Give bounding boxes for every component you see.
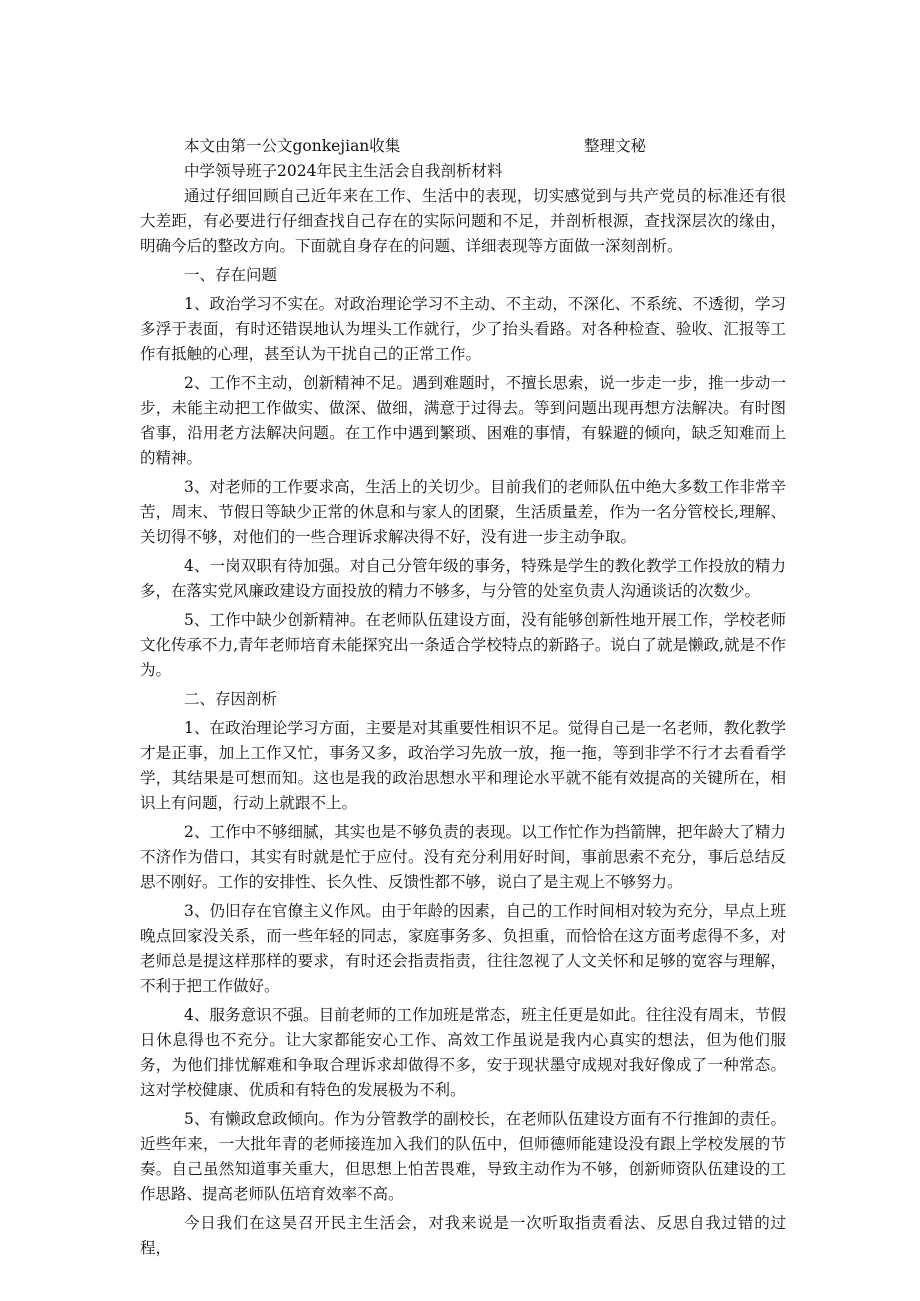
section-heading-analysis: 二、存因剖析 — [184, 690, 278, 708]
analysis-item: 4、服务意识不强。目前老师的工作加班是常态，班主任更是如此。往往没有周末，节假日休息得也不充分。让大家都能安心工作、高效工作虽说是我内心真实的想法，但为他们服务，为他们排忧解难和争取合理诉求却做得不多，安于现状墨守成规对我好像成了一种常态。这对学校健康、优质和有特色的发展极为不利。 — [140, 1006, 786, 1099]
analysis-item: 1、在政治理论学习方面，主要是对其重要性相识不足。觉得自己是一名老师，教化教学才是正事，加上工作又忙，事务又多，政治学习先放一放，拖一拖，等到非学不行才去看看学学，其结果是可想而知。这也是我的政治思想水平和理论水平就不能有效提高的关键所在，相识上有问题，行动上就跟不上。 — [140, 719, 786, 812]
analysis-item: 5、有懒政怠政倾向。作为分管教学的副校长，在老师队伍建设方面有不行推卸的责任。近些年来，一大批年青的老师接连加入我们的队伍中，但师德师能建设没有跟上学校发展的节奏。自己虽然知道事关重大，但思想上怕苦畏难，导致主动作为不够，创新师资队伍建设的工作思路、提高老师队伍培育效率不高。 — [140, 1110, 786, 1203]
document-title: 中学领导班子2024年民主生活会自我剖析材料 — [184, 162, 503, 180]
problem-item: 5、工作中缺少创新精神。在老师队伍建设方面，没有能够创新性地开展工作，学校老师文化传承不力,青年老师培育未能探究出一条适合学校特点的新路子。说白了就是懒政,就是不作为。 — [140, 611, 786, 679]
document-header — [140, 134, 786, 159]
intro-paragraph: 通过仔细回顾自己近年来在工作、生活中的表现，切实感觉到与共产党员的标准还有很大差距，有必要进行仔细查找自己存在的实际问题和不足，并剖析根源，查找深层次的缘由，明确今后的整改方向。下面就自身存在的问题、详细表现等方面做一深刻剖析。 — [140, 187, 786, 255]
analysis-item: 2、工作中不够细腻，其实也是不够负责的表现。以工作忙作为挡箭牌，把年龄大了精力不济作为借口，其实有时就是忙于应付。没有充分利用好时间，事前思索不充分，事后总结反思不刚好。工作的安排性、长久性、反馈性都不够，说白了是主观上不够努力。 — [140, 823, 786, 891]
section-heading-problems: 一、存在问题 — [184, 266, 278, 284]
closing-paragraph: 今日我们在这昊召开民主生活会，对我来说是一次听取指责看法、反思自我过错的过程， — [140, 1214, 786, 1257]
source-note: 本文由第一公文gonkejian收集 — [184, 137, 401, 155]
document-page — [140, 134, 786, 1265]
organizer-note: 整理文秘 — [584, 137, 647, 155]
analysis-item: 3、仍旧存在官僚主义作风。由于年龄的因素，自己的工作时间相对较为充分，早点上班晚点回家没关系，而一些年轻的同志，家庭事务多、负担重，而恰恰在这方面考虑得不多，对老师总是提这样那样的要求，有时还会指责指责，往往忽视了人文关怀和足够的宽容与理解，不利于把工作做好。 — [140, 902, 786, 995]
problem-item: 4、一岗双职有待加强。对自己分管年级的事务，特殊是学生的教化教学工作投放的精力多，在落实党风廉政建设方面投放的精力不够多，与分管的处室负责人沟通谈话的次数少。 — [140, 557, 786, 600]
problem-item: 2、工作不主动，创新精神不足。遇到难题时，不擅长思索，说一步走一步，推一步动一步，未能主动把工作做实、做深、做细，满意于过得去。等到问题出现再想方法解决。有时图省事，沿用老方法解决问题。在工作中遇到繁琐、困难的事情，有躲避的倾向，缺乏知难而上的精神。 — [140, 374, 786, 467]
problem-item: 1、政治学习不实在。对政治理论学习不主动、不主动，不深化、不系统、不透彻，学习多浮于表面，有时还错误地认为埋头工作就行，少了抬头看路。对各种检查、验收、汇报等工作有抵触的心理，甚至认为干扰自己的正常工作。 — [140, 295, 786, 363]
problem-item: 3、对老师的工作要求高，生活上的关切少。目前我们的老师队伍中绝大多数工作非常辛苦，周末、节假日等缺少正常的休息和与家人的团聚，生活质量差，作为一名分管校长,理解、关切得不够，对他们的一些合理诉求解决得不好，没有进一步主动争取。 — [140, 478, 786, 546]
